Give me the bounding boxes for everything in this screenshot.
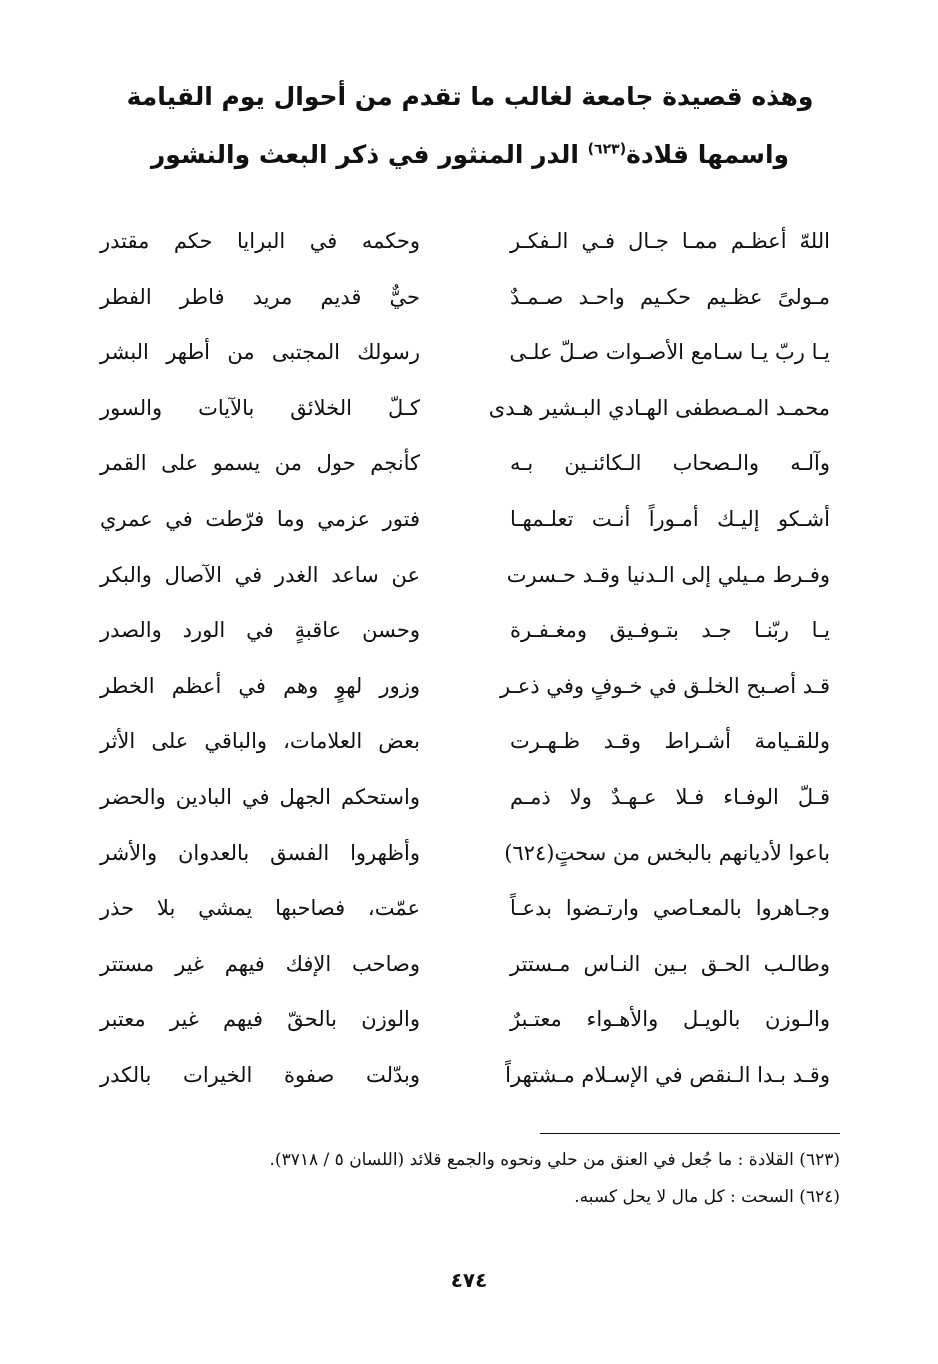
poem-title-end: الدر المنثور في ذكر البعث والنشور: [150, 140, 588, 169]
footnote-624: (٦٢٤) السحت : كل مال لا يحل كسبه.: [574, 1187, 840, 1207]
verse-second-hemistich: فتور عزمي وما فرّطت في عمري: [100, 506, 420, 531]
verse-second-hemistich: كـلّ الخلائق بالآيات والسور: [100, 395, 420, 420]
verse-second-hemistich: رسولك المجتبى من أطهر البشر: [100, 340, 420, 365]
verse-second-hemistich: واستحكم الجهل في البادين والحضر: [100, 784, 420, 809]
poem-title-line-2: [120, 140, 820, 169]
verse-second-hemistich: وبدّلت صفوة الخيرات بالكدر: [100, 1062, 420, 1087]
verse-row: [100, 391, 830, 447]
verse-first-hemistich: يـا ربّنـا جـد بتـوفـيق ومغـفـرة: [510, 618, 830, 643]
verse-second-hemistich: وحسن عاقبةٍ في الورد والصدر: [100, 618, 420, 643]
verse-second-hemistich: وأظهروا الفسق بالعدوان والأشر: [100, 840, 420, 865]
verse-second-hemistich: وزور لهوٍ وهم في أعظم الخطر: [100, 673, 420, 698]
verse-first-hemistich: قـد أصـبح الخلـق في خـوفٍ وفي ذعـر: [500, 673, 830, 698]
poem-title-line-1: وهذه قصيدة جامعة لغالب ما تقدم من أحوال يوم القيامة: [126, 82, 814, 111]
poem-title-start: واسمها قلادة: [626, 140, 790, 169]
footnote-623: (٦٢٣) القلادة : ما جُعل في العنق من حلي ونحوه والجمع قلائد (اللسان ٥ / ٣٧١٨).: [269, 1150, 840, 1170]
verse-row: [100, 780, 830, 836]
verse-second-hemistich: حيٌّ قديم مريد فاطر الفطر: [100, 284, 420, 309]
verse-second-hemistich: والوزن بالحقّ فيهم غير معتبر: [100, 1007, 420, 1032]
verse-first-hemistich: محمـد المـصطفى الهـادي البـشير هـدى: [488, 395, 830, 420]
verse-row: [100, 335, 830, 391]
verse-row: [100, 891, 830, 947]
verse-first-hemistich: أشـكو إليـك أمـوراً أنـت تعلـمهـا: [510, 506, 830, 531]
verse-first-hemistich: اللهّ أعظـم ممـا جـال فـي الـفكـر: [510, 229, 830, 253]
verse-first-hemistich: وللقـيامة أشـراط وقـد ظـهـرت: [510, 729, 830, 754]
verse-first-hemistich: وقـد بـدا الـنقص في الإسـلام مـشتهراً: [505, 1062, 830, 1087]
page-number: ٤٧٤: [450, 1268, 488, 1292]
verse-first-hemistich: مـولىً عظـيم حكـيم واحـد صـمـدٌ: [510, 284, 830, 309]
verse-second-hemistich: عن ساعد الغدر في الآصال والبكر: [100, 562, 420, 587]
verse-second-hemistich: وحكمه في البرايا حكم مقتدر: [100, 229, 420, 253]
verse-row: [100, 613, 830, 669]
verse-row: [100, 947, 830, 1003]
footnote-divider: [540, 1133, 840, 1134]
verse-first-hemistich: وآلـه والـصحاب الـكائنـين بـه: [510, 451, 830, 476]
verse-second-hemistich: وصاحب الإفك فيهم غير مستتر: [100, 951, 420, 976]
verse-first-hemistich: باعوا لأديانهم بالبخس من سحتٍ(٦٢٤): [504, 840, 830, 865]
poem-verses: [100, 224, 830, 1114]
verse-row: [100, 1002, 830, 1058]
verse-first-hemistich: والـوزن بالويـل والأهـواء معتـبرٌ: [510, 1007, 830, 1032]
footnotes: [120, 1148, 840, 1222]
verse-second-hemistich: عمّت، فصاحبها يمشي بلا حذر: [100, 896, 420, 921]
verse-row: [100, 446, 830, 502]
verse-row: [100, 280, 830, 336]
verse-first-hemistich: وطالـب الحـق بـين النـاس مـستتر: [510, 951, 830, 976]
verse-row: [100, 502, 830, 558]
verse-row: [100, 558, 830, 614]
verse-first-hemistich: قـلّ الوفـاء فـلا عـهـدٌ ولا ذمـم: [510, 784, 830, 809]
verse-first-hemistich: وجـاهروا بالمعـاصي وارتـضوا بدعـاً: [510, 896, 830, 921]
verse-row: [100, 669, 830, 725]
verse-row: [100, 724, 830, 780]
verse-row: [100, 1058, 830, 1114]
verse-row: [100, 224, 830, 280]
verse-first-hemistich: وفـرط مـيلي إلى الـدنيا وقـد حـسرت: [506, 562, 830, 587]
verse-first-hemistich: يـا ربّ يـا سـامع الأصـوات صـلّ علـى: [509, 340, 830, 365]
verse-row: [100, 836, 830, 892]
footnote-ref-623[interactable]: (٦٢٣): [587, 141, 627, 158]
verse-second-hemistich: كأنجم حول من يسمو على القمر: [100, 451, 420, 476]
verse-second-hemistich: بعض العلامات، والباقي على الأثر: [100, 729, 420, 754]
